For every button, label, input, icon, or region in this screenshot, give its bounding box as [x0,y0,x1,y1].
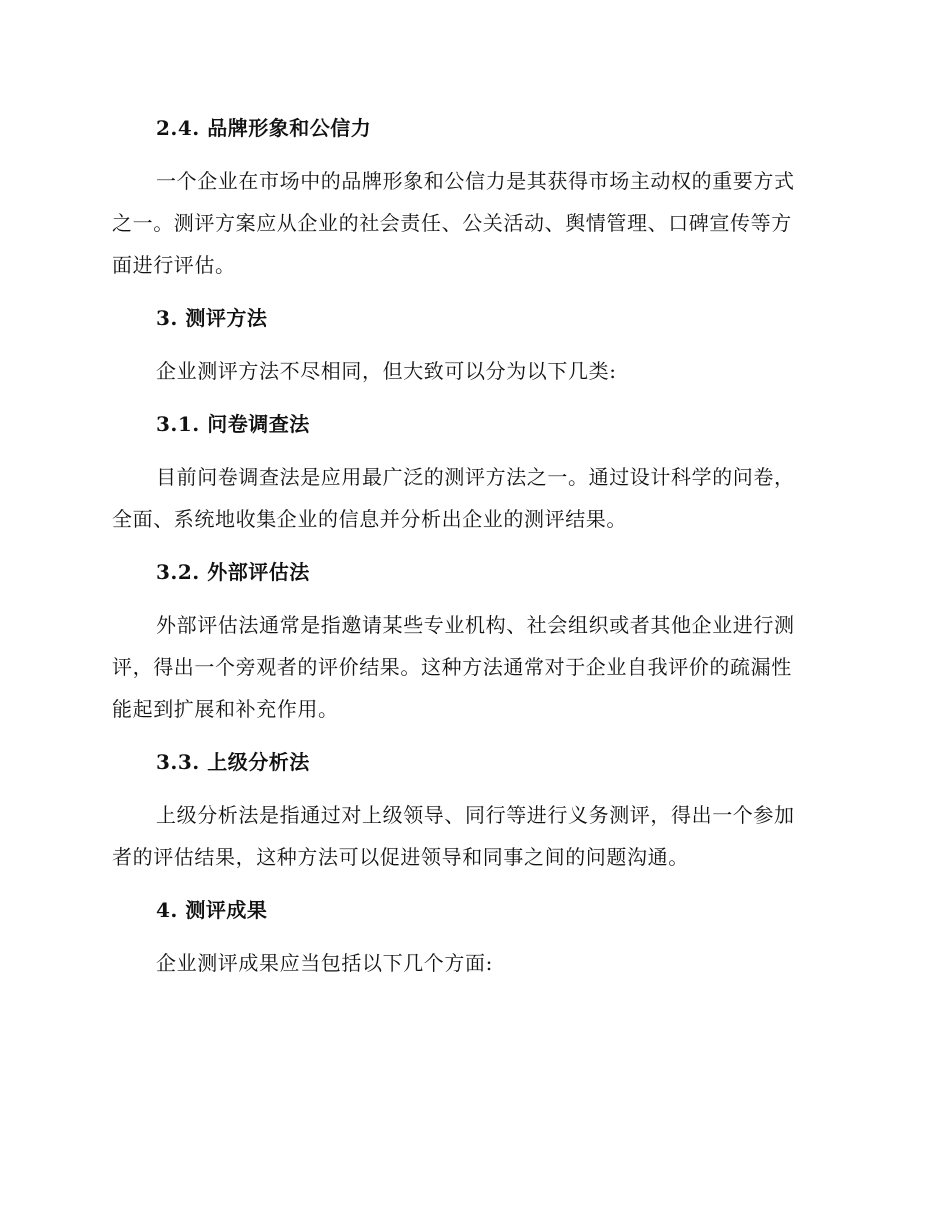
paragraph-line: 企业测评方法不尽相同，但大致可以分为以下几类: [156,359,617,383]
section-heading-3-2: 3.2. 外部评估法 [156,560,310,584]
section-heading-4: 4. 测评成果 [156,898,268,922]
paragraph-line: 上级分析法是指通过对上级领导、同行等进行义务测评，得出一个参加 [156,803,795,827]
section-paragraph-3-2 [112,604,832,730]
section-heading-3-1: 3.1. 问卷调查法 [156,412,310,436]
paragraph-line: 面进行评估。 [112,253,236,277]
section-heading-3: 3. 测评方法 [156,306,268,330]
paragraph-line: 一个企业在市场中的品牌形象和公信力是其获得市场主动权的重要方式 [156,169,795,193]
paragraph-line: 之一。测评方案应从企业的社会责任、公关活动、舆情管理、口碑宣传等方 [112,211,792,235]
section-paragraph-3 [112,350,832,392]
section-heading-3-3: 3.3. 上级分析法 [156,750,310,774]
paragraph-line: 企业测评成果应当包括以下几个方面: [156,951,493,975]
section-heading-2-4: 2.4. 品牌形象和公信力 [156,116,372,140]
section-paragraph-2-4 [112,160,832,286]
section-paragraph-4 [112,942,832,984]
paragraph-line: 外部评估法通常是指邀请某些专业机构、社会组织或者其他企业进行测 [156,613,795,637]
paragraph-line: 能起到扩展和补充作用。 [112,697,339,721]
section-paragraph-3-3 [112,794,832,878]
paragraph-line: 者的评估结果，这种方法可以促进领导和同事之间的问题沟通。 [112,845,689,869]
paragraph-line: 目前问卷调查法是应用最广泛的测评方法之一。通过设计科学的问卷， [156,465,795,489]
paragraph-line: 评，得出一个旁观者的评价结果。这种方法通常对于企业自我评价的疏漏性 [112,655,792,679]
section-paragraph-3-1 [112,456,832,540]
paragraph-line: 全面、系统地收集企业的信息并分析出企业的测评结果。 [112,507,627,531]
document-body [112,110,832,998]
